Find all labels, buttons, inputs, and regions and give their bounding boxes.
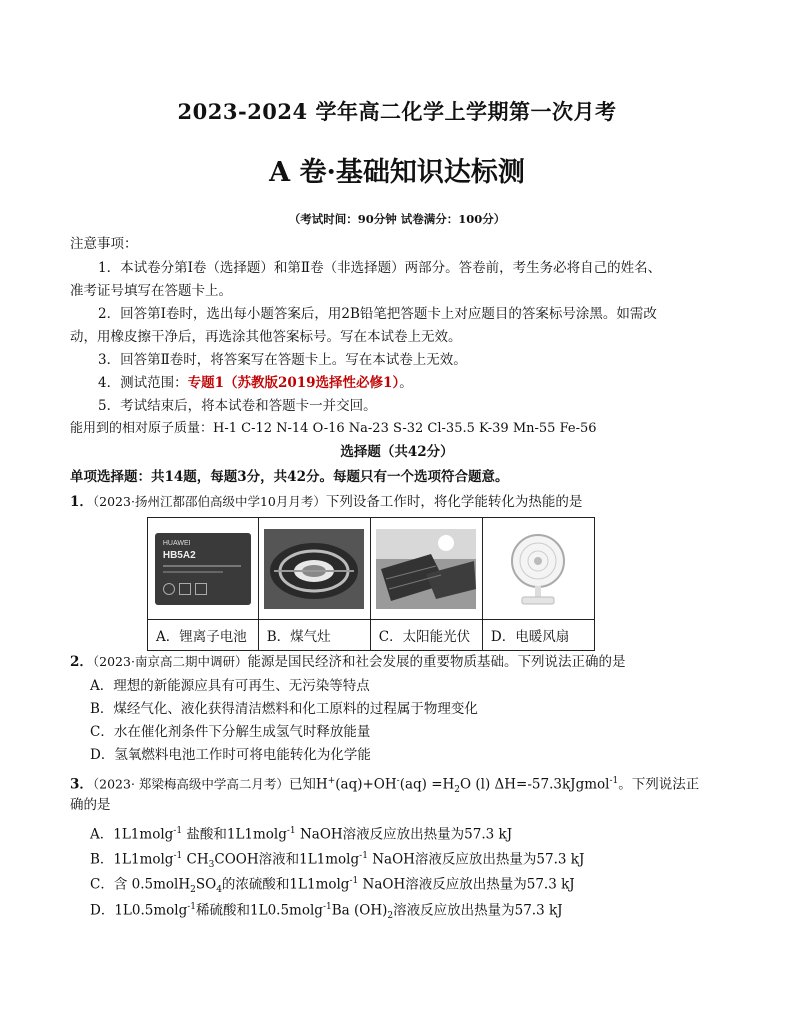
option-b-image-cell [258,518,370,620]
question-1-stem [70,491,582,513]
section-title: 选择题（共42分） [340,444,454,460]
note-5: 5．考试结束后，将本试卷和答题卡一并交回。 [98,398,377,414]
note-1-line1: 1．本试卷分第Ⅰ卷（选择题）和第Ⅱ卷（非选择题）两部分。答卷前，考生务必将自己的姓名、 [98,260,662,276]
option-b[interactable]: B．煤气灶 [258,620,370,651]
question-3-stem: 3．（2023· 郑梁梅高级中学高二月考）已知$H^+(aq)+OH^-(aq) =H_2O$ (l) ΔH=-57.3kJgmol$^{-1}$。下列说法正 [70,776,700,796]
atomic-masses: 能用到的相对原子质量：H-1 C-12 N-14 O-16 Na-23 S-32 Cl-35.5 K-39 Mn-55 Fe-56 [70,421,597,436]
note-4-prefix: 4．测试范围： [98,375,188,391]
question-text: 能源是国民经济和社会发展的重要物质基础。下列说法正确的是 [247,654,626,670]
question-source: （2023·南京高二期中调研） [92,654,248,669]
q3-option-b[interactable]: B．1L1molg$^{-1}$ $CH_3COOH$溶液和1L1molg$^{-1}$ NaOH溶液反应放出热量为57.3 kJ [90,851,585,871]
question-source: （2023·扬州江都邵伯高级中学10月月考） [92,494,326,509]
note-4-suffix: 。 [399,375,413,391]
q2-option-d[interactable]: D．氢氧燃料电池工作时可将电能转化为化学能 [90,747,371,763]
question-text: 下列设备工作时，将化学能转化为热能的是 [325,494,583,510]
lithium-battery-image [155,533,251,605]
option-c-image-cell [370,518,482,620]
option-d-image-cell [482,518,594,620]
q3-option-d[interactable]: D．1L0.5molg$^{-1}$稀硫酸和1L0.5molg$^{-1}$Ba $(OH)_2$溶液反应放出热量为57.3 kJ [90,902,563,922]
question-number: 2． [70,654,93,670]
q3-option-c[interactable]: C．含 $0.5molH_2SO_4$的浓硫酸和1L1molg$^{-1}$ NaOH溶液反应放出热量为57.3 kJ [90,876,575,896]
q3-option-a[interactable]: A．1L1molg$^{-1}$ 盐酸和1L1molg$^{-1}$ NaOH溶液反应放出热量为57.3 kJ [90,826,513,843]
battery-brand: HUAWEI [162,539,191,547]
exam-title: 2023-2024 学年高二化学上学期第一次月考 [177,99,617,124]
note-2-line2: 动，用橡皮擦干净后，再选涂其他答案标号。写在本试卷上无效。 [70,329,462,345]
solar-panel-image [376,529,476,609]
note-4 [98,372,413,394]
option-d[interactable]: D．电暖风扇 [482,620,594,651]
question-2-stem [70,651,625,673]
q2-option-b[interactable]: B．煤经气化、液化获得清洁燃料和化工原料的过程属于物理变化 [90,701,478,717]
q2-option-a[interactable]: A．理想的新能源应具有可再生、无污染等特点 [90,678,370,694]
exam-subtitle: A 卷·基础知识达标测 [269,157,525,188]
question-3-stem-line2: 确的是 [70,797,111,813]
test-scope: 专题1（苏教版2019选择性必修1） [187,375,400,391]
question-source: （2023· 郑梁梅高级中学高二月考） [92,776,289,792]
note-2-line1: 2．回答第Ⅰ卷时，选出每小题答案后，用2B铅笔把答题卡上对应题目的答案标号涂黑。如需改 [98,306,657,322]
battery-model: HB5A2 [162,549,196,561]
gas-stove-image [264,529,364,609]
option-a-image-cell [148,518,259,620]
note-3: 3．回答第Ⅱ卷时，将答案写在答题卡上。写在本试卷上无效。 [98,352,467,368]
exam-info: （考试时间：90分钟 试卷满分：100分） [288,212,506,226]
question-number: 1． [70,494,93,510]
section-instruction: 单项选择题：共14题，每题3分，共42分。每题只有一个选项符合题意。 [70,469,509,485]
electric-heater-fan-image [488,529,588,609]
note-1-line2: 准考证号填写在答题卡上。 [70,283,232,299]
notes-heading: 注意事项： [70,236,138,252]
q1-options-table [147,517,595,651]
option-a[interactable]: A．锂离子电池 [148,620,259,651]
q2-option-c[interactable]: C．水在催化剂条件下分解生成氢气时释放能量 [90,724,371,740]
question-number: 3． [70,776,93,793]
option-c[interactable]: C．太阳能光伏 [370,620,482,651]
